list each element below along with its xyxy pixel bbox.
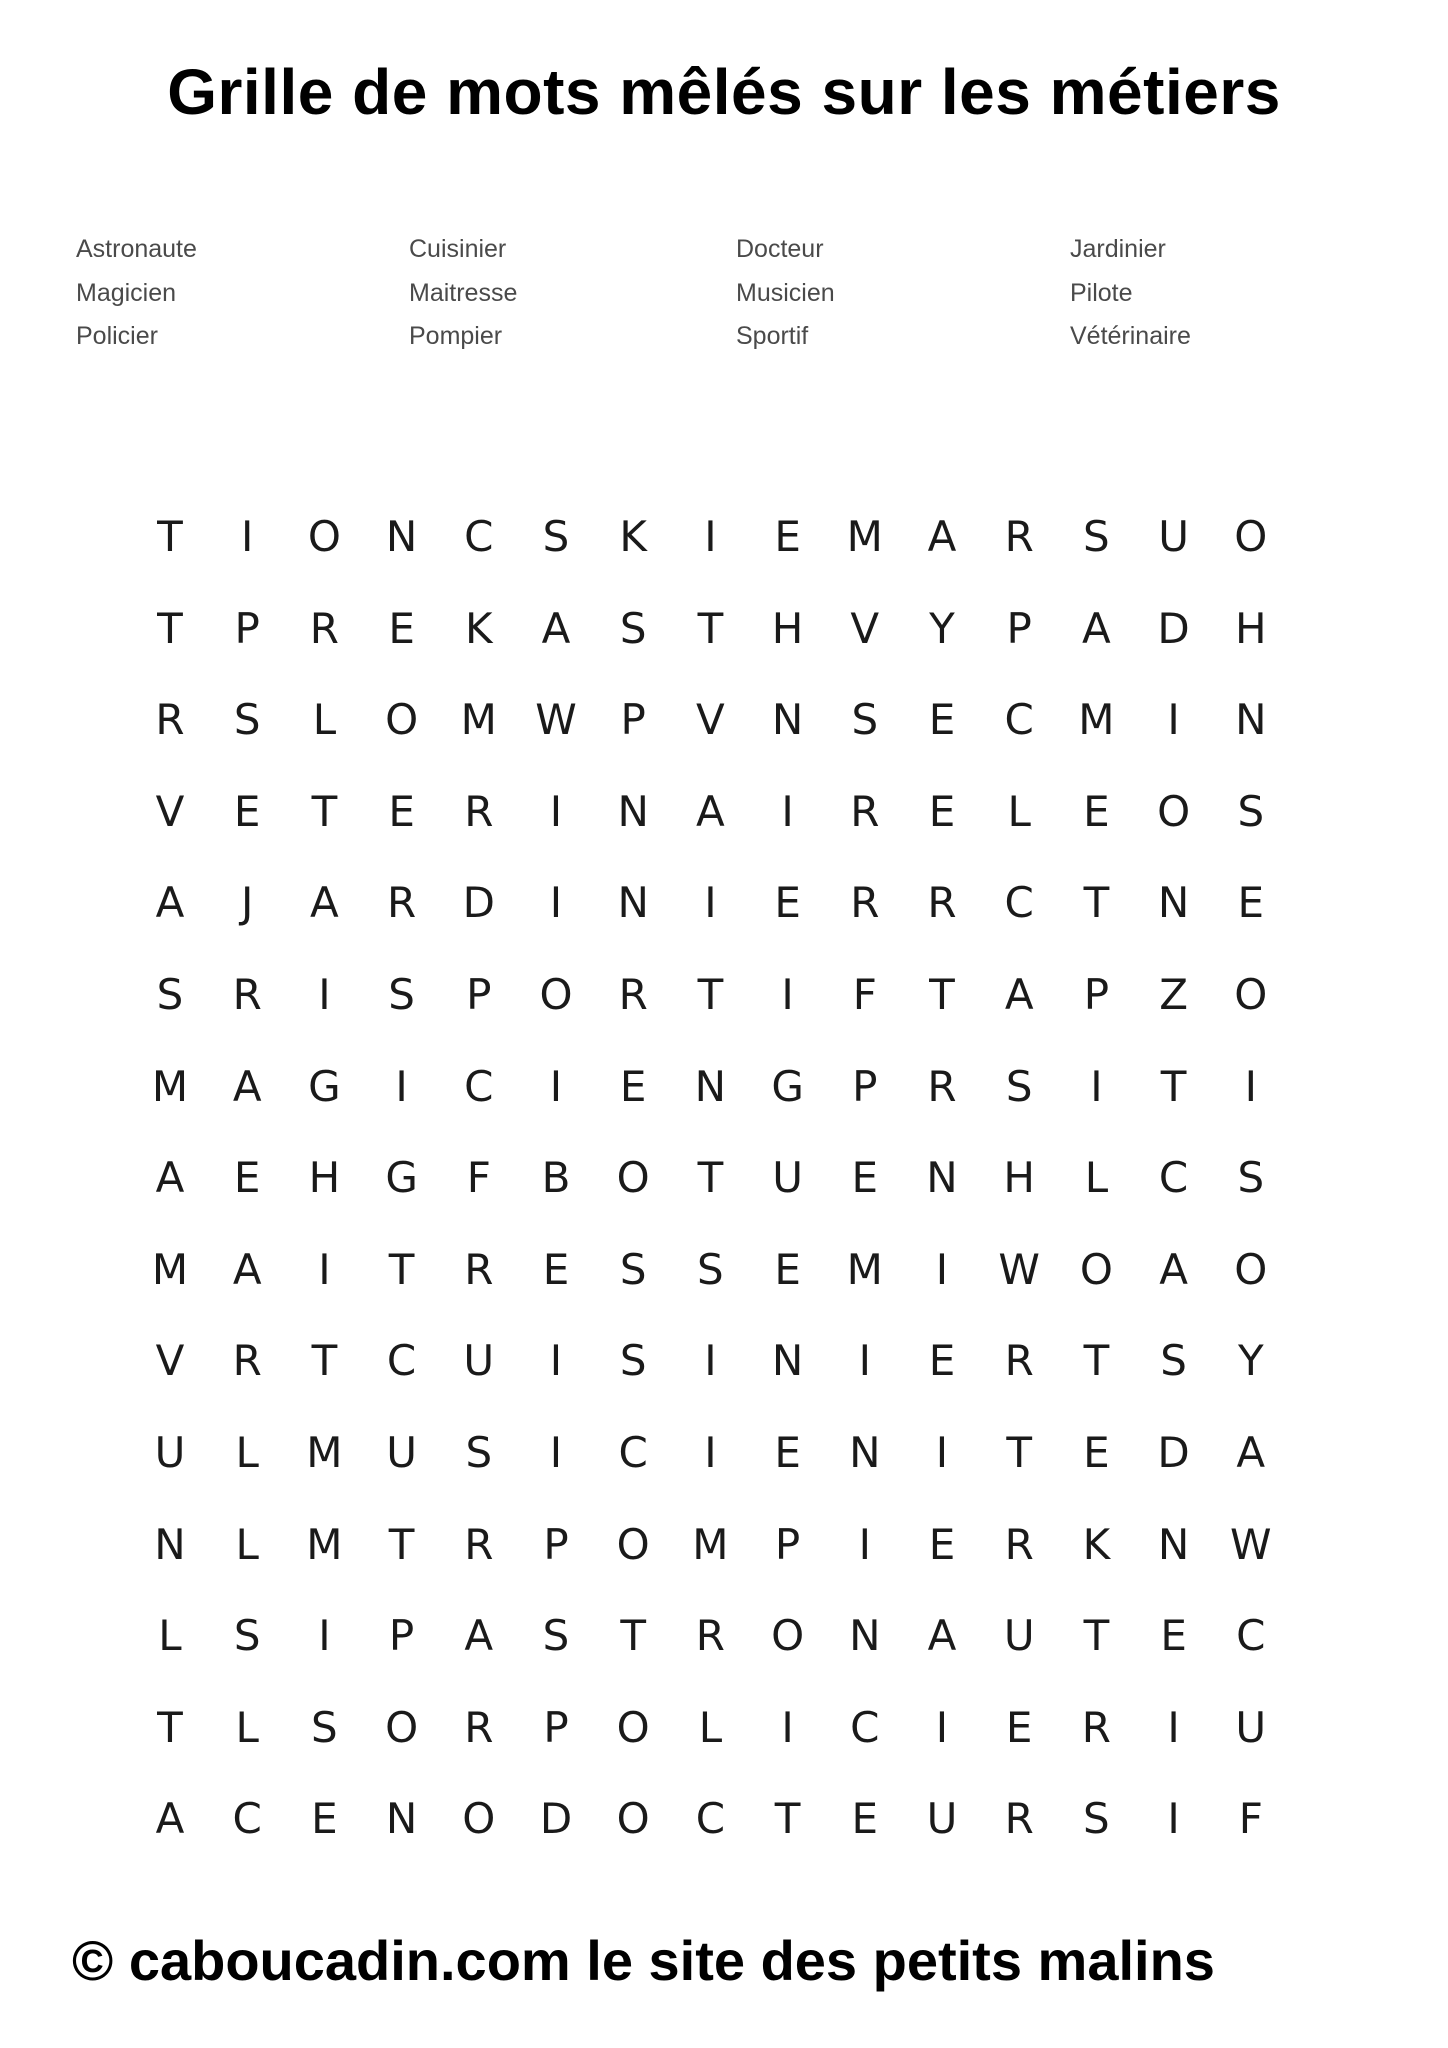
grid-letter: A — [1236, 1427, 1266, 1477]
grid-letter: S — [851, 695, 879, 745]
grid-letter: N — [385, 512, 418, 561]
grid-letter: S — [1160, 1336, 1187, 1386]
grid-letter: T — [697, 1153, 724, 1203]
grid-letter: T — [1006, 1427, 1033, 1477]
grid-letter: M — [151, 1061, 189, 1111]
grid-letter: L — [158, 1611, 182, 1661]
grid-letter: R — [232, 1336, 262, 1386]
grid-row — [152, 1055, 1292, 1147]
grid-letter: U — [463, 1336, 495, 1386]
word-item: Sportif — [736, 322, 809, 350]
grid-letter: R — [695, 1611, 725, 1661]
grid-letter: U — [1003, 1611, 1035, 1661]
grid-letter: R — [1004, 512, 1034, 561]
grid-letter: U — [1158, 512, 1189, 561]
grid-letter: P — [620, 695, 646, 745]
grid-letter: M — [306, 1427, 343, 1477]
word-item: Pilote — [1070, 278, 1133, 307]
grid-letter: R — [464, 786, 494, 836]
grid-letter: E — [1005, 1702, 1033, 1752]
grid-letter: O — [1234, 1244, 1268, 1294]
grid-letter: S — [697, 1244, 724, 1294]
grid-letter: I — [704, 878, 717, 928]
grid-letter: H — [1003, 1153, 1035, 1203]
grid-letter: O — [616, 1794, 650, 1844]
grid-letter: O — [307, 512, 341, 561]
grid-letter: L — [312, 695, 337, 745]
grid-letter: O — [462, 1794, 496, 1844]
grid-letter: T — [929, 969, 955, 1019]
grid-letter: I — [858, 1336, 871, 1386]
grid-letter: O — [616, 1519, 650, 1569]
word-list-column — [76, 228, 197, 359]
grid-letter: R — [1004, 1519, 1034, 1569]
grid-letter: P — [774, 1519, 801, 1569]
grid-letter: S — [233, 695, 261, 745]
grid-letter: F — [852, 969, 877, 1019]
grid-letter: O — [1234, 969, 1268, 1019]
grid-letter: P — [1006, 603, 1032, 653]
grid-letter: E — [928, 695, 956, 745]
grid-letter: A — [232, 1244, 262, 1294]
grid-letter: A — [464, 1611, 494, 1661]
grid-letter: R — [155, 695, 185, 745]
grid-letter: I — [704, 1427, 717, 1477]
grid-letter: U — [926, 1794, 958, 1844]
grid-letter: K — [1082, 1519, 1111, 1569]
grid-letter: D — [1157, 1427, 1190, 1477]
grid-letter: E — [542, 1244, 570, 1294]
grid-row — [152, 1329, 1292, 1421]
grid-letter: I — [240, 512, 254, 561]
grid-letter: D — [462, 878, 495, 928]
grid-letter: W — [535, 695, 577, 745]
grid-letter: L — [1084, 1153, 1109, 1203]
grid-letter: O — [1234, 512, 1268, 561]
grid-letter: A — [310, 878, 339, 928]
grid-letter: R — [850, 878, 880, 928]
grid-letter: H — [1235, 603, 1267, 653]
grid-letter: C — [618, 1427, 648, 1477]
word-item: Jardinier — [1070, 235, 1166, 263]
grid-letter: S — [311, 1702, 338, 1752]
grid-letter: C — [464, 1061, 494, 1111]
grid-row — [152, 963, 1292, 1055]
footer-copyright: © caboucadin.com le site des petits malins — [72, 1929, 1215, 1992]
grid-letter: V — [850, 603, 880, 653]
grid-letter: S — [619, 603, 647, 653]
grid-letter: C — [695, 1794, 726, 1844]
grid-letter: I — [781, 969, 794, 1019]
grid-letter: A — [696, 786, 725, 836]
grid-letter: L — [698, 1702, 723, 1752]
grid-letter: S — [1237, 1153, 1265, 1203]
grid-letter: K — [619, 512, 647, 561]
grid-letter: H — [771, 603, 804, 653]
grid-row — [152, 1604, 1292, 1696]
grid-letter: R — [850, 786, 880, 836]
grid-letter: E — [619, 1061, 647, 1111]
grid-letter: W — [1230, 1519, 1272, 1569]
grid-letter: I — [704, 512, 717, 561]
grid-letter: C — [1158, 1153, 1189, 1203]
grid-letter: I — [395, 1061, 408, 1111]
grid-letter: E — [774, 1427, 801, 1477]
grid-letter: S — [465, 1427, 493, 1477]
grid-letter: S — [233, 1611, 261, 1661]
grid-letter: I — [781, 786, 794, 836]
grid-letter: V — [155, 1336, 185, 1386]
grid-letter: G — [771, 1061, 804, 1111]
grid-letter: V — [155, 786, 185, 836]
grid-letter: R — [927, 1061, 957, 1111]
grid-letter: S — [619, 1336, 647, 1386]
grid-letter: R — [464, 1702, 494, 1752]
grid-letter: S — [1237, 786, 1265, 836]
grid-letter: E — [928, 1336, 956, 1386]
grid-letter: T — [1083, 1336, 1110, 1386]
grid-letter: O — [1079, 1244, 1113, 1294]
grid-letter: O — [771, 1611, 805, 1661]
grid-letter: S — [542, 512, 570, 561]
grid-row — [152, 871, 1292, 963]
grid-letter: I — [704, 1336, 717, 1386]
grid-letter: I — [1167, 1794, 1180, 1844]
grid-letter: S — [1083, 1794, 1110, 1844]
grid-letter: M — [692, 1519, 729, 1569]
grid-letter: R — [232, 969, 262, 1019]
grid-letter: I — [318, 1611, 331, 1661]
grid-letter: J — [240, 878, 254, 928]
grid-letter: Y — [929, 603, 955, 653]
grid-letter: C — [386, 1336, 417, 1386]
grid-letter: I — [1244, 1061, 1257, 1111]
grid-letter: E — [1083, 786, 1110, 836]
grid-letter: R — [618, 969, 648, 1019]
grid-letter: A — [232, 1061, 262, 1111]
grid-letter: M — [151, 1244, 189, 1294]
grid-letter: S — [156, 969, 184, 1019]
grid-row — [152, 1146, 1292, 1238]
grid-letter: U — [154, 1427, 186, 1477]
grid-row — [152, 505, 1292, 597]
word-item: Docteur — [736, 235, 824, 263]
grid-letter: I — [318, 1244, 331, 1294]
grid-letter: N — [1157, 1519, 1190, 1569]
grid-letter: D — [539, 1794, 573, 1844]
grid-letter: N — [926, 1153, 958, 1203]
grid-letter: N — [385, 1794, 418, 1844]
grid-letter: R — [309, 603, 339, 653]
grid-letter: A — [1004, 969, 1034, 1019]
grid-letter: P — [388, 1611, 415, 1661]
grid-letter: G — [385, 1153, 418, 1203]
grid-letter: N — [849, 1427, 881, 1477]
grid-letter: I — [549, 1336, 563, 1386]
grid-letter: I — [549, 1427, 563, 1477]
grid-letter: I — [1167, 1702, 1180, 1752]
grid-letter: N — [694, 1061, 727, 1111]
grid-letter: C — [1004, 695, 1034, 745]
grid-letter: R — [1081, 1702, 1111, 1752]
grid-letter: R — [927, 878, 957, 928]
grid-letter: P — [852, 1061, 878, 1111]
grid-letter: L — [235, 1427, 259, 1477]
grid-letter: O — [1157, 786, 1191, 836]
grid-letter: N — [1157, 878, 1190, 928]
grid-letter: R — [1004, 1794, 1034, 1844]
grid-letter: I — [1090, 1061, 1103, 1111]
grid-letter: M — [846, 512, 883, 561]
grid-letter: M — [846, 1244, 883, 1294]
grid-letter: L — [235, 1702, 259, 1752]
grid-row — [152, 1787, 1292, 1879]
grid-letter: E — [388, 786, 415, 836]
grid-letter: S — [619, 1244, 647, 1294]
grid-letter: E — [1083, 1427, 1110, 1477]
grid-letter: E — [851, 1153, 879, 1203]
word-item: Pompier — [409, 322, 503, 350]
grid-letter: E — [851, 1794, 879, 1844]
grid-letter: I — [858, 1519, 871, 1569]
letter-grid — [152, 505, 1292, 1879]
grid-letter: V — [696, 695, 725, 745]
grid-letter: R — [387, 878, 417, 928]
grid-letter: S — [1083, 512, 1110, 561]
grid-letter: C — [1004, 878, 1034, 928]
grid-letter: L — [235, 1519, 259, 1569]
grid-letter: O — [616, 1153, 650, 1203]
grid-row — [152, 1421, 1292, 1513]
grid-letter: A — [155, 1794, 185, 1844]
grid-letter: R — [464, 1244, 494, 1294]
word-item: Maitresse — [409, 278, 518, 307]
grid-letter: S — [388, 969, 415, 1019]
grid-letter: A — [927, 1611, 957, 1661]
grid-row — [152, 597, 1292, 689]
grid-letter: N — [849, 1611, 881, 1661]
grid-letter: T — [1160, 1061, 1187, 1111]
grid-row — [152, 1238, 1292, 1330]
word-item: Astronaute — [76, 235, 197, 263]
grid-letter: T — [157, 603, 183, 653]
grid-letter: M — [306, 1519, 343, 1569]
grid-letter: N — [617, 786, 649, 836]
page-title: Grille de mots mêlés sur les métiers — [167, 56, 1281, 128]
grid-letter: M — [460, 695, 497, 745]
grid-letter: O — [539, 969, 573, 1019]
grid-letter: B — [541, 1153, 571, 1203]
grid-row — [152, 780, 1292, 872]
grid-letter: I — [1167, 695, 1180, 745]
grid-letter: T — [697, 969, 724, 1019]
grid-letter: P — [543, 1519, 569, 1569]
grid-letter: N — [771, 1336, 804, 1386]
grid-letter: N — [771, 695, 804, 745]
word-list-column — [736, 228, 835, 359]
grid-letter: K — [465, 603, 493, 653]
grid-letter: T — [697, 603, 724, 653]
grid-letter: O — [616, 1702, 650, 1752]
grid-letter: G — [308, 1061, 341, 1111]
grid-letter: P — [1083, 969, 1110, 1019]
grid-letter: T — [620, 1611, 647, 1661]
grid-letter: W — [998, 1244, 1040, 1294]
grid-letter: C — [464, 512, 494, 561]
grid-letter: H — [308, 1153, 341, 1203]
grid-letter: E — [311, 1794, 338, 1844]
grid-letter: R — [1004, 1336, 1034, 1386]
word-item: Vétérinaire — [1070, 322, 1191, 350]
grid-letter: E — [1237, 878, 1265, 928]
grid-letter: P — [234, 603, 260, 653]
grid-letter: M — [1078, 695, 1115, 745]
grid-letter: D — [1157, 603, 1190, 653]
grid-row — [152, 1513, 1292, 1605]
grid-letter: A — [541, 603, 571, 653]
grid-letter: F — [466, 1153, 491, 1203]
grid-letter: Y — [1237, 1336, 1264, 1386]
word-item: Magicien — [76, 278, 177, 307]
grid-letter: A — [927, 512, 957, 561]
grid-letter: R — [464, 1519, 494, 1569]
grid-letter: I — [549, 878, 563, 928]
grid-letter: N — [1235, 695, 1267, 745]
grid-row — [152, 688, 1292, 780]
grid-letter: U — [772, 1153, 803, 1203]
grid-letter: S — [542, 1611, 570, 1661]
grid-letter: T — [1083, 878, 1110, 928]
word-list-column — [1070, 228, 1191, 359]
grid-letter: N — [617, 878, 649, 928]
grid-letter: A — [155, 1153, 185, 1203]
word-list-column — [409, 228, 517, 359]
grid-letter: T — [311, 1336, 338, 1386]
grid-letter: I — [935, 1244, 949, 1294]
grid-letter: O — [385, 695, 419, 745]
grid-letter: A — [155, 878, 185, 928]
grid-letter: C — [1236, 1611, 1266, 1661]
grid-letter: A — [1082, 603, 1111, 653]
grid-letter: Z — [1159, 969, 1188, 1019]
grid-letter: U — [386, 1427, 417, 1477]
word-item: Cuisinier — [409, 235, 507, 263]
word-item: Policier — [76, 322, 158, 350]
grid-letter: C — [232, 1794, 262, 1844]
grid-letter: E — [928, 786, 956, 836]
grid-letter: T — [157, 512, 183, 561]
grid-row — [152, 1696, 1292, 1788]
grid-letter: I — [935, 1427, 949, 1477]
grid-letter: T — [388, 1244, 415, 1294]
word-list — [76, 228, 1376, 368]
grid-letter: E — [774, 512, 801, 561]
grid-letter: E — [233, 1153, 261, 1203]
grid-letter: O — [385, 1702, 419, 1752]
grid-letter: T — [1083, 1611, 1110, 1661]
grid-letter: I — [318, 969, 331, 1019]
grid-letter: S — [1005, 1061, 1033, 1111]
grid-letter: F — [1238, 1794, 1263, 1844]
grid-letter: I — [781, 1702, 794, 1752]
grid-letter: T — [388, 1519, 415, 1569]
grid-letter: N — [154, 1519, 186, 1569]
grid-letter: I — [935, 1702, 949, 1752]
grid-letter: E — [388, 603, 415, 653]
grid-letter: A — [1159, 1244, 1188, 1294]
word-item: Musicien — [736, 278, 835, 307]
grid-letter: L — [1007, 786, 1031, 836]
grid-letter: P — [466, 969, 492, 1019]
grid-letter: U — [1235, 1702, 1267, 1752]
grid-letter: E — [774, 1244, 801, 1294]
grid-letter: I — [549, 1061, 563, 1111]
grid-letter: T — [157, 1702, 183, 1752]
grid-letter: P — [543, 1702, 569, 1752]
grid-letter: C — [850, 1702, 880, 1752]
grid-letter: T — [311, 786, 338, 836]
grid-letter: E — [233, 786, 261, 836]
grid-letter: T — [774, 1794, 801, 1844]
grid-letter: E — [774, 878, 801, 928]
grid-letter: E — [1160, 1611, 1187, 1661]
grid-letter: I — [549, 786, 563, 836]
grid-letter: E — [928, 1519, 956, 1569]
